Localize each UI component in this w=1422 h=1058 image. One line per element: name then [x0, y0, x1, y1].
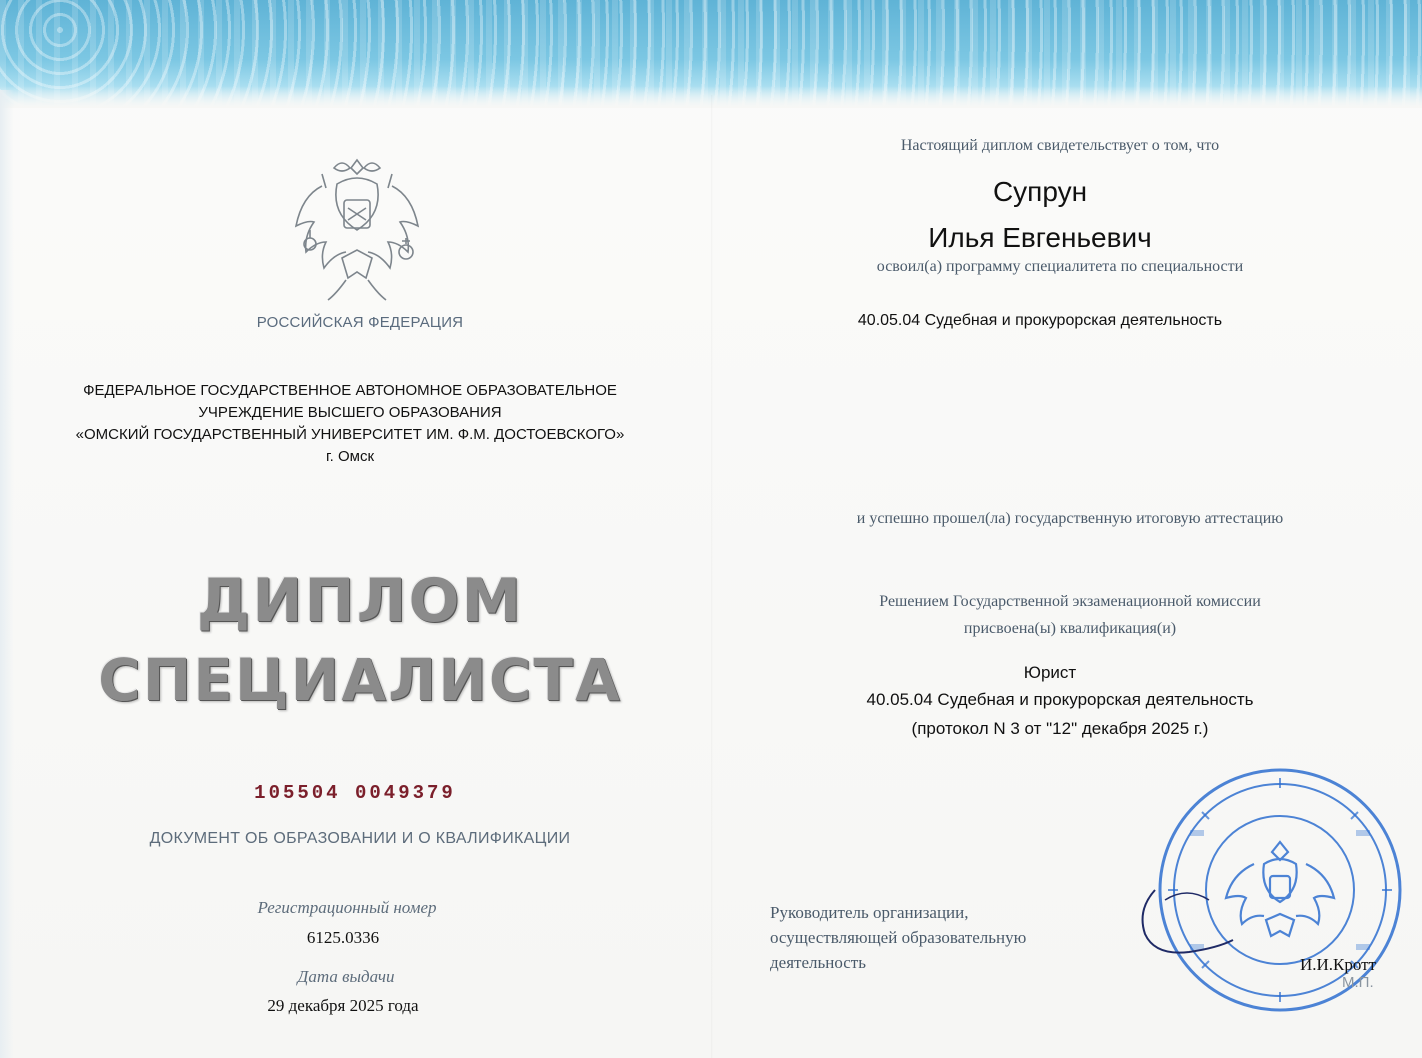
- specialty: 40.05.04 Судебная и прокурорская деятельность: [857, 312, 1223, 329]
- qualification-specialty: 40.05.04 Судебная и прокурорская деятельность: [866, 690, 1254, 709]
- commission-line-2: присвоена(ы) квалификация(и): [963, 620, 1177, 637]
- coat-of-arms-icon: [282, 148, 432, 318]
- decorative-top-band: [0, 0, 1422, 108]
- signatory-name: И.И.Кротт: [1300, 955, 1377, 974]
- signature-icon: [1135, 880, 1245, 960]
- serial-number: 105504 0049379: [254, 782, 456, 804]
- attestation-text: и успешно прошел(ла) государственную итоговую аттестацию: [856, 510, 1284, 527]
- student-surname: Супрун: [992, 176, 1088, 207]
- head-line-3: деятельность: [770, 953, 866, 972]
- organization-line-3: «ОМСКИЙ ГОСУДАРСТВЕННЫЙ УНИВЕРСИТЕТ ИМ. Ф.М. ДОСТОЕВСКОГО»: [75, 426, 625, 443]
- student-given-names: Илья Евгеньевич: [928, 222, 1152, 253]
- seal-place-label: М.П.: [1342, 974, 1374, 991]
- head-line-2: осуществляющей образовательную: [770, 928, 1027, 947]
- diploma-title-line-1: ДИПЛОМ: [196, 566, 524, 636]
- registration-label: Регистрационный номер: [257, 898, 437, 917]
- registration-number: 6125.0336: [306, 928, 380, 947]
- page-edge: [0, 90, 14, 1058]
- organization-line-1: ФЕДЕРАЛЬНОЕ ГОСУДАРСТВЕННОЕ АВТОНОМНОЕ ОБРАЗОВАТЕЛЬНОЕ: [83, 382, 617, 399]
- document-type: ДОКУМЕНТ ОБ ОБРАЗОВАНИИ И О КВАЛИФИКАЦИИ: [149, 830, 571, 847]
- program-statement: освоил(а) программу специалитета по специальности: [876, 258, 1244, 275]
- diploma-title-line-2: СПЕЦИАЛИСТА: [98, 646, 622, 714]
- center-fold: [711, 95, 713, 1058]
- organization-city: г. Омск: [325, 448, 375, 465]
- organization-line-2: УЧРЕЖДЕНИЕ ВЫСШЕГО ОБРАЗОВАНИЯ: [198, 404, 502, 421]
- commission-line-1: Решением Государственной экзаменационной комиссии: [879, 593, 1261, 610]
- issue-date-label: Дата выдачи: [297, 967, 395, 986]
- head-of-organization-caption: [770, 900, 1090, 975]
- protocol: (протокол N 3 от "12" декабря 2025 г.): [911, 719, 1209, 738]
- head-line-1: Руководитель организации,: [770, 903, 969, 922]
- intro-text: Настоящий диплом свидетельствует о том, что: [900, 137, 1220, 154]
- qualification: Юрист: [1023, 663, 1077, 682]
- issue-date: 29 декабря 2025 года: [267, 996, 419, 1015]
- organization-block: [20, 380, 680, 468]
- country-name: РОССИЙСКАЯ ФЕДЕРАЦИЯ: [256, 314, 464, 331]
